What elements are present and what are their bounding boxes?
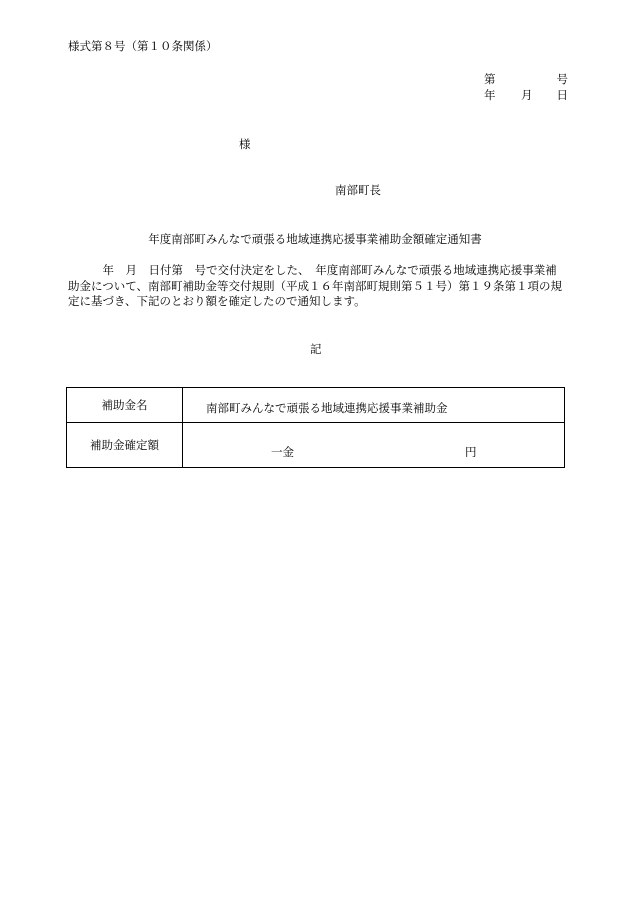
details-table xyxy=(66,387,565,468)
amount-prefix: 一金 xyxy=(271,445,294,459)
document-date xyxy=(484,88,568,102)
body-line-3: 定に基づき、下記のとおり額を確定したので通知します。 xyxy=(68,294,366,308)
body-line-1: 年 月 日付第 号で交付決定をした、 年度南部町みんなで頑張る地域連携応援事業補 xyxy=(68,263,557,277)
date-day: 日 xyxy=(556,88,568,102)
document-title: 年度南部町みんなで頑張る地域連携応援事業補助金額確定通知書 xyxy=(148,232,482,246)
table-row xyxy=(67,388,565,423)
body-paragraph xyxy=(68,263,566,310)
date-year: 年 xyxy=(484,88,496,102)
form-number: 様式第８号（第１０条関係） xyxy=(68,39,218,53)
confirmed-amount-label: 補助金確定額 xyxy=(67,423,183,468)
sender-name: 南部町長 xyxy=(335,183,381,197)
date-month: 月 xyxy=(521,88,533,102)
subsidy-name-value: 南部町みんなで頑張る地域連携応援事業補助金 xyxy=(206,401,448,415)
addressee-honorific: 様 xyxy=(239,137,251,151)
subsidy-name-label: 補助金名 xyxy=(67,388,183,423)
amount-suffix: 円 xyxy=(465,445,477,459)
confirmed-amount-cell xyxy=(183,423,565,468)
doc-number-suffix: 号 xyxy=(556,72,568,86)
doc-number-prefix: 第 xyxy=(484,72,496,86)
document-number xyxy=(484,72,568,86)
subsidy-name-cell xyxy=(183,388,565,423)
table-row xyxy=(67,423,565,468)
body-line-2: 助金について、南部町補助金等交付規則（平成１６年南部町規則第５１号）第１９条第１項の規 xyxy=(68,278,563,293)
ki-heading: 記 xyxy=(310,342,322,356)
